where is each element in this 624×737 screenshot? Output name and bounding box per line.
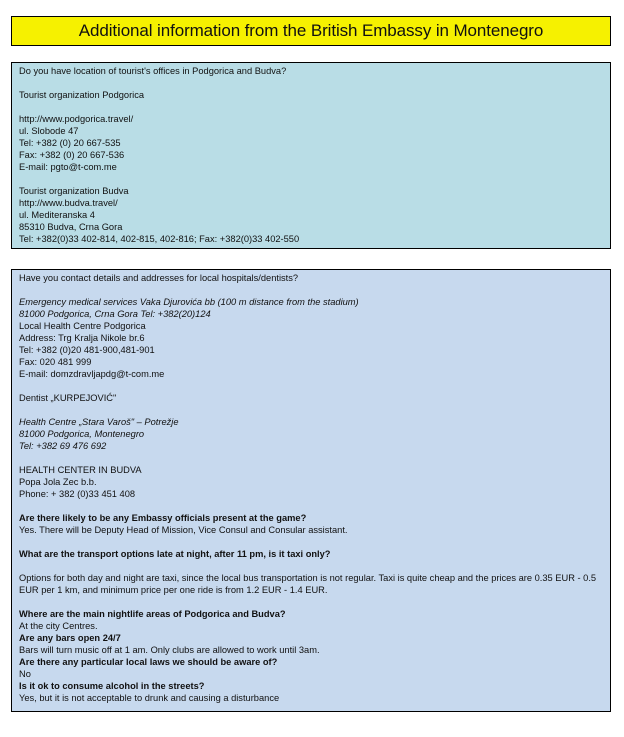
- emergency-services-line: Emergency medical services Vaka Djurovića bb (100 m distance from the stadium): [19, 297, 359, 307]
- budva-office-city: 85310 Budva, Crna Gora: [19, 222, 123, 232]
- embassy-question: Are there likely to be any Embassy officials present at the game?: [19, 513, 307, 523]
- alcohol-question: Is it ok to consume alcohol in the streets?: [19, 681, 205, 691]
- podgorica-office-email[interactable]: E-mail: pgto@t-com.me: [19, 162, 117, 172]
- emergency-services-city: 81000 Podgorica, Crna Gora Tel: +382(20)124: [19, 309, 211, 319]
- podgorica-office-tel: Tel: +382 (0) 20 667-535: [19, 138, 121, 148]
- budva-office-contact: Tel: +382(0)33 402-814, 402-815, 402-816; Fax: +382(0)33 402-550: [19, 234, 300, 244]
- podgorica-office-fax: Fax: +382 (0) 20 667-536: [19, 150, 125, 160]
- dentist-label: Dentist „KURPEJOVIĆ": [19, 393, 117, 403]
- dentist-centre: Health Centre „Stara Varoš" – Potrežje: [19, 417, 179, 427]
- budva-health-centre-phone: Phone: + 382 (0)33 451 408: [19, 489, 136, 499]
- local-centre-name: Local Health Centre Podgorica: [19, 321, 146, 331]
- local-centre-fax: Fax: 020 481 999: [19, 357, 92, 367]
- transport-question: What are the transport options late at night, after 11 pm, is it taxi only?: [19, 549, 331, 559]
- podgorica-office-name: Tourist organization Podgorica: [19, 90, 145, 100]
- document-title: Additional information from the British Embassy in Montenegro: [11, 16, 611, 46]
- local-centre-email[interactable]: E-mail: domzdravljapdg@t-com.me: [19, 369, 165, 379]
- budva-health-centre-address: Popa Jola Zec b.b.: [19, 477, 97, 487]
- budva-office-address: ul. Mediteranska 4: [19, 210, 95, 220]
- podgorica-office-url[interactable]: http://www.podgorica.travel/: [19, 114, 134, 124]
- local-centre-address: Address: Trg Kralja Nikole br.6: [19, 333, 145, 343]
- bars-answer: Bars will turn music off at 1 am. Only clubs are allowed to work until 3am.: [19, 645, 320, 655]
- nightlife-question: Where are the main nightlife areas of Podgorica and Budva?: [19, 609, 286, 619]
- laws-answer: No: [19, 669, 31, 679]
- budva-office-url[interactable]: http://www.budva.travel/: [19, 198, 118, 208]
- podgorica-office-address: ul. Slobode 47: [19, 126, 79, 136]
- local-centre-tel: Tel: +382 (0)20 481-900,481-901: [19, 345, 155, 355]
- budva-office-name: Tourist organization Budva: [19, 186, 129, 196]
- bars-question: Are any bars open 24/7: [19, 633, 121, 643]
- transport-answer: Options for both day and night are taxi, since the local bus transportation is not regular. Taxi is quite cheap and the prices are 0.35 EUR - 0.5 EUR per 1 km, and minimum price per one ride is from 1.2 EUR - 1.4 EUR.: [19, 573, 597, 595]
- budva-health-centre-name: HEALTH CENTER IN BUDVA: [19, 465, 142, 475]
- dentist-city: 81000 Podgorica, Montenegro: [19, 429, 145, 439]
- tourist-offices-panel: [11, 62, 611, 249]
- alcohol-answer: Yes, but it is not acceptable to drunk and causing a disturbance: [19, 693, 280, 703]
- embassy-answer: Yes. There will be Deputy Head of Mission, Vice Consul and Consular assistant.: [19, 525, 348, 535]
- nightlife-answer: At the city Centres.: [19, 621, 98, 631]
- health-and-faq-panel: [11, 269, 611, 712]
- dentist-tel: Tel: +382 69 476 692: [19, 441, 107, 451]
- laws-question: Are there any particular local laws we should be aware of?: [19, 657, 278, 667]
- tourist-question: Do you have location of tourist's offices in Podgorica and Budva?: [19, 66, 287, 76]
- health-question: Have you contact details and addresses for local hospitals/dentists?: [19, 273, 299, 283]
